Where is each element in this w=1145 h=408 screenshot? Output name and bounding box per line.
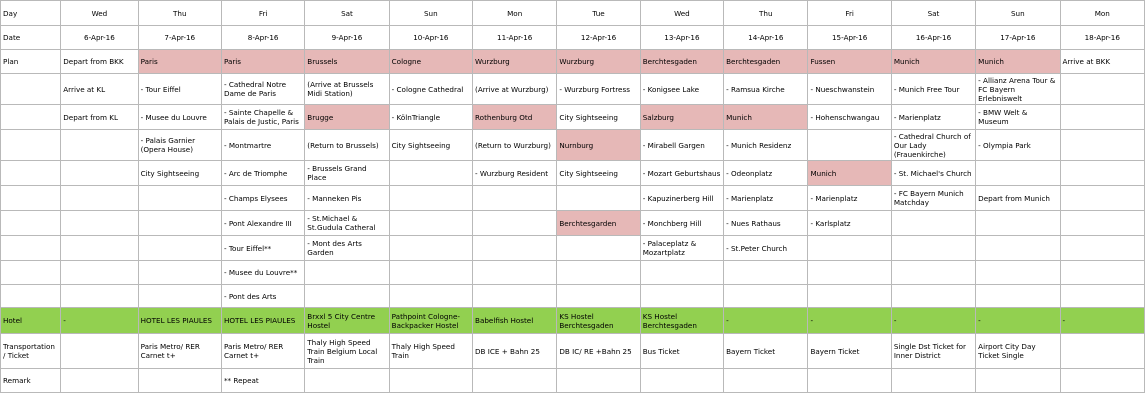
sheet-cell[interactable] xyxy=(1060,236,1144,261)
sheet-cell[interactable]: Brussels xyxy=(305,50,389,74)
sheet-cell[interactable] xyxy=(389,236,472,261)
sheet-cell[interactable]: Fussen xyxy=(808,50,891,74)
sheet-cell[interactable]: - Nues Rathaus xyxy=(724,211,808,236)
sheet-cell[interactable] xyxy=(976,211,1060,236)
header-cell[interactable]: 15-Apr-16 xyxy=(808,26,891,50)
sheet-cell[interactable]: City Sightseeing xyxy=(389,130,472,161)
sheet-cell[interactable]: Berchtesgarden xyxy=(557,211,640,236)
header-cell[interactable]: 10-Apr-16 xyxy=(389,26,472,50)
sheet-cell[interactable] xyxy=(61,236,138,261)
sheet-cell[interactable] xyxy=(976,285,1060,308)
plan-row xyxy=(1,261,1145,285)
sheet-cell[interactable] xyxy=(305,369,389,393)
row-label[interactable] xyxy=(1,74,61,105)
sheet-cell[interactable] xyxy=(808,369,891,393)
sheet-cell[interactable] xyxy=(1060,186,1144,211)
sheet-cell[interactable] xyxy=(808,261,891,285)
sheet-cell[interactable] xyxy=(473,236,557,261)
sheet-cell[interactable]: Airport City Day Ticket Single xyxy=(976,334,1060,369)
sheet-cell[interactable]: Thaly High Speed Train Belgium Local Train xyxy=(305,334,389,369)
sheet-cell[interactable]: Brugge xyxy=(305,105,389,130)
row-label[interactable] xyxy=(1,236,61,261)
sheet-cell[interactable] xyxy=(61,334,138,369)
row-label[interactable] xyxy=(1,211,61,236)
sheet-cell[interactable] xyxy=(138,261,221,285)
row-label[interactable]: Transportation / Ticket xyxy=(1,334,61,369)
sheet-cell[interactable]: - Montmartre xyxy=(221,130,304,161)
header-cell[interactable]: Mon xyxy=(473,1,557,26)
sheet-cell[interactable]: Nurnburg xyxy=(557,130,640,161)
row-label[interactable] xyxy=(1,285,61,308)
sheet-cell[interactable] xyxy=(473,285,557,308)
sheet-cell[interactable]: Bayern Ticket xyxy=(724,334,808,369)
sheet-cell[interactable]: Depart from KL xyxy=(61,105,138,130)
sheet-cell[interactable] xyxy=(138,186,221,211)
sheet-cell[interactable]: Arrive at BKK xyxy=(1060,50,1144,74)
sheet-cell[interactable] xyxy=(473,186,557,211)
sheet-cell[interactable]: - Pont des Arts xyxy=(221,285,304,308)
sheet-cell[interactable]: City Sightseeing xyxy=(557,161,640,186)
row-label[interactable] xyxy=(1,261,61,285)
sheet-cell[interactable]: - KölnTriangle xyxy=(389,105,472,130)
sheet-cell[interactable]: - Mozart Geburtshaus xyxy=(640,161,723,186)
sheet-cell[interactable] xyxy=(389,285,472,308)
sheet-cell[interactable]: (Arrive at Wurzburg) xyxy=(473,74,557,105)
sheet-cell[interactable]: - xyxy=(808,308,891,334)
plan-row xyxy=(1,285,1145,308)
sheet-cell[interactable]: (Return to Wurzburg) xyxy=(473,130,557,161)
header-cell[interactable]: Sun xyxy=(976,1,1060,26)
row-label[interactable]: Date xyxy=(1,26,61,50)
sheet-cell[interactable]: - xyxy=(1060,308,1144,334)
sheet-cell[interactable]: - Munich Residenz xyxy=(724,130,808,161)
sheet-cell[interactable] xyxy=(389,369,472,393)
sheet-cell[interactable] xyxy=(891,211,975,236)
sheet-cell[interactable]: - Marienplatz xyxy=(724,186,808,211)
sheet-cell[interactable]: - Monchberg Hill xyxy=(640,211,723,236)
sheet-cell[interactable]: ** Repeat xyxy=(221,369,304,393)
sheet-cell[interactable]: - Musee du Louvre** xyxy=(221,261,304,285)
header-cell[interactable]: Fri xyxy=(221,1,304,26)
sheet-cell[interactable]: Paris Metro/ RER Carnet t+ xyxy=(221,334,304,369)
sheet-cell[interactable]: - Nueschwanstein xyxy=(808,74,891,105)
plan-row xyxy=(1,211,1145,236)
row-label[interactable] xyxy=(1,186,61,211)
header-cell[interactable]: Sat xyxy=(305,1,389,26)
header-cell[interactable]: 18-Apr-16 xyxy=(1060,26,1144,50)
sheet-cell[interactable] xyxy=(557,236,640,261)
plan-row xyxy=(1,105,1145,130)
sheet-cell[interactable] xyxy=(557,369,640,393)
plan-row xyxy=(1,369,1145,393)
header-row xyxy=(1,1,1145,26)
sheet-cell[interactable]: Bus Ticket xyxy=(640,334,723,369)
sheet-cell[interactable] xyxy=(61,186,138,211)
sheet-cell[interactable]: - Allianz Arena Tour & FC Bayern Erlebniswelt xyxy=(976,74,1060,105)
header-row xyxy=(1,26,1145,50)
row-label[interactable]: Remark xyxy=(1,369,61,393)
sheet-cell[interactable]: - BMW Welt & Museum xyxy=(976,105,1060,130)
sheet-cell[interactable] xyxy=(61,130,138,161)
sheet-cell[interactable] xyxy=(976,261,1060,285)
row-label[interactable]: Hotel xyxy=(1,308,61,334)
header-cell[interactable]: 6-Apr-16 xyxy=(61,26,138,50)
sheet-cell[interactable]: - Mirabell Gargen xyxy=(640,130,723,161)
sheet-cell[interactable]: Rothenburg Otd xyxy=(473,105,557,130)
header-cell[interactable]: 16-Apr-16 xyxy=(891,26,975,50)
sheet-cell[interactable]: Munich xyxy=(808,161,891,186)
sheet-cell[interactable]: - St.Michael & St.Gudula Catheral xyxy=(305,211,389,236)
sheet-cell[interactable]: - Marienplatz xyxy=(808,186,891,211)
plan-row xyxy=(1,186,1145,211)
sheet-cell[interactable] xyxy=(61,211,138,236)
sheet-cell[interactable] xyxy=(891,261,975,285)
header-cell[interactable]: Tue xyxy=(557,1,640,26)
sheet-cell[interactable]: Arrive at KL xyxy=(61,74,138,105)
sheet-cell[interactable]: - Musee du Louvre xyxy=(138,105,221,130)
sheet-cell[interactable] xyxy=(976,161,1060,186)
sheet-cell[interactable]: - Wurzburg Resident xyxy=(473,161,557,186)
sheet-cell[interactable] xyxy=(389,186,472,211)
sheet-cell[interactable]: Paris Metro/ RER Carnet t+ xyxy=(138,334,221,369)
row-label[interactable] xyxy=(1,130,61,161)
header-cell[interactable]: Sat xyxy=(891,1,975,26)
row-label[interactable] xyxy=(1,161,61,186)
sheet-cell[interactable]: - Sainte Chapelle & Palais de Justic, Paris xyxy=(221,105,304,130)
sheet-cell[interactable] xyxy=(473,369,557,393)
header-cell[interactable]: 17-Apr-16 xyxy=(976,26,1060,50)
sheet-cell[interactable]: - xyxy=(61,308,138,334)
sheet-cell[interactable] xyxy=(891,285,975,308)
sheet-cell[interactable]: - Tour Eiffel** xyxy=(221,236,304,261)
sheet-cell[interactable] xyxy=(473,211,557,236)
sheet-cell[interactable] xyxy=(1060,334,1144,369)
sheet-cell[interactable]: - Konigsee Lake xyxy=(640,74,723,105)
sheet-cell[interactable] xyxy=(976,369,1060,393)
sheet-cell[interactable]: - Olympia Park xyxy=(976,130,1060,161)
sheet-cell[interactable]: - Cathedral Notre Dame de Paris xyxy=(221,74,304,105)
sheet-cell[interactable] xyxy=(1060,130,1144,161)
sheet-body xyxy=(1,1,1145,393)
sheet-cell[interactable]: - Cologne Cathedral xyxy=(389,74,472,105)
sheet-cell[interactable] xyxy=(724,369,808,393)
sheet-cell[interactable] xyxy=(891,236,975,261)
sheet-cell[interactable] xyxy=(138,211,221,236)
sheet-cell[interactable] xyxy=(61,161,138,186)
sheet-cell[interactable]: Berchtesgaden xyxy=(724,50,808,74)
sheet-cell[interactable]: (Arrive at Brussels Midi Station) xyxy=(305,74,389,105)
sheet-cell[interactable] xyxy=(891,369,975,393)
header-cell[interactable]: Mon xyxy=(1060,1,1144,26)
sheet-cell[interactable]: Berchtesgaden xyxy=(640,50,723,74)
sheet-cell[interactable]: - Cathedral Church of Our Lady (Frauenkirche) xyxy=(891,130,975,161)
header-cell[interactable]: 7-Apr-16 xyxy=(138,26,221,50)
header-cell[interactable]: Wed xyxy=(61,1,138,26)
sheet-cell[interactable] xyxy=(640,285,723,308)
sheet-cell[interactable]: - xyxy=(976,308,1060,334)
sheet-cell[interactable]: DB IC/ RE +Bahn 25 xyxy=(557,334,640,369)
sheet-cell[interactable]: HOTEL LES PIAULES xyxy=(221,308,304,334)
sheet-cell[interactable]: Cologne xyxy=(389,50,472,74)
sheet-cell[interactable] xyxy=(389,161,472,186)
sheet-cell[interactable]: Paris xyxy=(138,50,221,74)
sheet-cell[interactable]: - Kapuzinerberg Hill xyxy=(640,186,723,211)
sheet-cell[interactable]: - Munich Free Tour xyxy=(891,74,975,105)
header-cell[interactable]: Wed xyxy=(640,1,723,26)
plan-row xyxy=(1,236,1145,261)
sheet-cell[interactable]: KS Hostel Berchtesgaden xyxy=(557,308,640,334)
sheet-cell[interactable]: - St.Peter Church xyxy=(724,236,808,261)
sheet-cell[interactable]: Munich xyxy=(891,50,975,74)
sheet-cell[interactable]: - Hohenschwangau xyxy=(808,105,891,130)
sheet-cell[interactable] xyxy=(138,236,221,261)
sheet-cell[interactable] xyxy=(1060,105,1144,130)
header-cell[interactable]: Thu xyxy=(724,1,808,26)
sheet-cell[interactable]: Pathpoint Cologne-Backpacker Hostel xyxy=(389,308,472,334)
sheet-cell[interactable] xyxy=(724,285,808,308)
header-cell[interactable]: 11-Apr-16 xyxy=(473,26,557,50)
sheet-cell[interactable] xyxy=(1060,285,1144,308)
sheet-cell[interactable]: - Tour Eiffel xyxy=(138,74,221,105)
sheet-cell[interactable]: - Brussels Grand Place xyxy=(305,161,389,186)
sheet-cell[interactable] xyxy=(557,261,640,285)
sheet-cell[interactable]: Brxxl 5 City Centre Hostel xyxy=(305,308,389,334)
header-cell[interactable]: 9-Apr-16 xyxy=(305,26,389,50)
sheet-cell[interactable]: - Palais Garnier (Opera House) xyxy=(138,130,221,161)
sheet-cell[interactable]: - Mont des Arts Garden xyxy=(305,236,389,261)
sheet-cell[interactable] xyxy=(61,369,138,393)
sheet-cell[interactable] xyxy=(724,261,808,285)
sheet-cell[interactable] xyxy=(1060,161,1144,186)
sheet-cell[interactable] xyxy=(1060,211,1144,236)
sheet-cell[interactable]: Wurzburg xyxy=(557,50,640,74)
sheet-cell[interactable]: Single Dst Ticket for Inner District xyxy=(891,334,975,369)
sheet-cell[interactable] xyxy=(640,261,723,285)
row-label[interactable]: Day xyxy=(1,1,61,26)
sheet-cell[interactable] xyxy=(138,369,221,393)
sheet-cell[interactable]: KS Hostel Berchtesgaden xyxy=(640,308,723,334)
header-cell[interactable]: Thu xyxy=(138,1,221,26)
sheet-cell[interactable]: - Odeonplatz xyxy=(724,161,808,186)
sheet-cell[interactable]: Wurzburg xyxy=(473,50,557,74)
sheet-cell[interactable]: - Arc de Triomphe xyxy=(221,161,304,186)
header-cell[interactable]: Fri xyxy=(808,1,891,26)
sheet-cell[interactable]: - xyxy=(724,308,808,334)
sheet-cell[interactable]: (Return to Brussels) xyxy=(305,130,389,161)
sheet-cell[interactable]: Paris xyxy=(221,50,304,74)
sheet-cell[interactable]: - Ramsua Kirche xyxy=(724,74,808,105)
sheet-cell[interactable] xyxy=(389,211,472,236)
plan-row xyxy=(1,50,1145,74)
sheet-cell[interactable]: Munich xyxy=(724,105,808,130)
header-cell[interactable]: 14-Apr-16 xyxy=(724,26,808,50)
sheet-cell[interactable]: Munich xyxy=(976,50,1060,74)
sheet-cell[interactable] xyxy=(1060,261,1144,285)
sheet-cell[interactable] xyxy=(61,261,138,285)
sheet-cell[interactable] xyxy=(1060,369,1144,393)
sheet-cell[interactable] xyxy=(138,285,221,308)
sheet-cell[interactable]: - Karlsplatz xyxy=(808,211,891,236)
sheet-cell[interactable]: Salzburg xyxy=(640,105,723,130)
sheet-cell[interactable] xyxy=(1060,74,1144,105)
sheet-cell[interactable] xyxy=(808,236,891,261)
header-cell[interactable]: 13-Apr-16 xyxy=(640,26,723,50)
sheet-cell[interactable] xyxy=(808,285,891,308)
sheet-cell[interactable]: - Palaceplatz & Mozartplatz xyxy=(640,236,723,261)
sheet-cell[interactable] xyxy=(305,261,389,285)
sheet-cell[interactable]: HOTEL LES PIAULES xyxy=(138,308,221,334)
sheet-cell[interactable]: Bayern Ticket xyxy=(808,334,891,369)
sheet-cell[interactable] xyxy=(473,261,557,285)
sheet-cell[interactable]: Depart from BKK xyxy=(61,50,138,74)
sheet-cell[interactable] xyxy=(808,130,891,161)
sheet-cell[interactable]: - Wurzburg Fortress xyxy=(557,74,640,105)
plan-row xyxy=(1,161,1145,186)
sheet-cell[interactable] xyxy=(976,236,1060,261)
sheet-cell[interactable]: City Sightseeing xyxy=(138,161,221,186)
sheet-cell[interactable]: - Champs Elysees xyxy=(221,186,304,211)
hotel-row xyxy=(1,308,1145,334)
sheet-cell[interactable]: - St. Michael's Church xyxy=(891,161,975,186)
sheet-cell[interactable]: - FC Bayern Munich Matchday xyxy=(891,186,975,211)
plan-row xyxy=(1,74,1145,105)
plan-row xyxy=(1,334,1145,369)
sheet-cell[interactable]: Depart from Munich xyxy=(976,186,1060,211)
sheet-cell[interactable]: - xyxy=(891,308,975,334)
sheet-cell[interactable]: DB ICE + Bahn 25 xyxy=(473,334,557,369)
sheet-cell[interactable] xyxy=(389,261,472,285)
sheet-cell[interactable] xyxy=(640,369,723,393)
sheet-cell[interactable]: - Pont Alexandre III xyxy=(221,211,304,236)
sheet-cell[interactable]: Thaly High Speed Train xyxy=(389,334,472,369)
sheet-cell[interactable] xyxy=(557,285,640,308)
row-label[interactable]: Plan xyxy=(1,50,61,74)
sheet-cell[interactable]: City Sightseeing xyxy=(557,105,640,130)
sheet-cell[interactable]: - Marienplatz xyxy=(891,105,975,130)
sheet-cell[interactable] xyxy=(557,186,640,211)
row-label[interactable] xyxy=(1,105,61,130)
header-cell[interactable]: 8-Apr-16 xyxy=(221,26,304,50)
header-cell[interactable]: 12-Apr-16 xyxy=(557,26,640,50)
sheet-cell[interactable]: Babelfish Hostel xyxy=(473,308,557,334)
sheet-cell[interactable] xyxy=(61,285,138,308)
sheet-cell[interactable]: - Manneken Pis xyxy=(305,186,389,211)
plan-row xyxy=(1,130,1145,161)
sheet-cell[interactable] xyxy=(305,285,389,308)
header-cell[interactable]: Sun xyxy=(389,1,472,26)
